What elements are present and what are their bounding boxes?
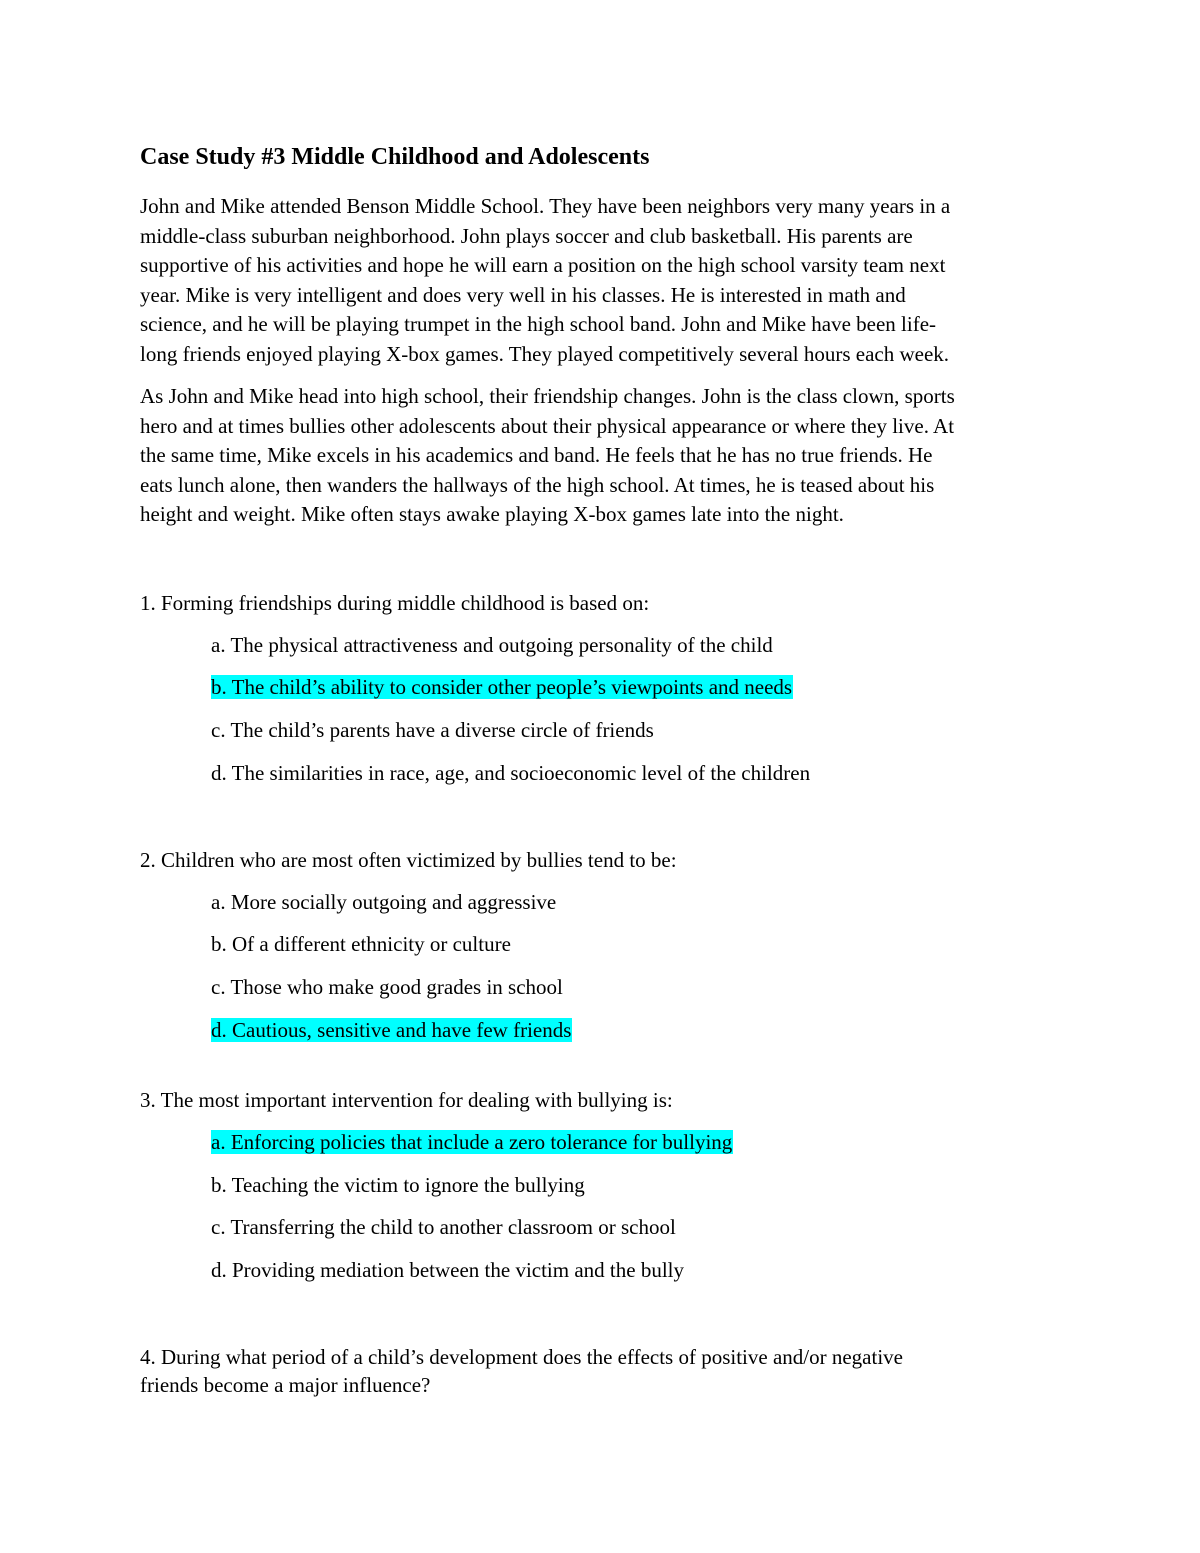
- question-2-option-c: [211, 973, 563, 1001]
- question-1-option-b: [211, 673, 793, 701]
- paragraph-line: eats lunch alone, then wanders the hallways of the high school. At times, he is teased about his: [140, 472, 935, 497]
- paragraph-line: hero and at times bullies other adolescents about their physical appearance or where they live. At: [140, 413, 955, 438]
- question-2-option-b: [211, 930, 511, 958]
- option-text: a. The physical attractiveness and outgoing personality of the child: [211, 633, 773, 657]
- question-3-option-a: [211, 1128, 733, 1156]
- option-text-highlighted: d. Cautious, sensitive and have few friends: [211, 1018, 572, 1042]
- option-text: c. Transferring the child to another classroom or school: [211, 1215, 676, 1239]
- paragraph-line: supportive of his activities and hope he will earn a position on the high school varsity team next: [140, 253, 946, 278]
- question-4-prompt: [140, 1343, 903, 1399]
- question-2-prompt: 2. Children who are most often victimized by bullies tend to be:: [140, 848, 677, 872]
- paragraph-line: John and Mike attended Benson Middle School. They have been neighbors very many years in a: [140, 194, 951, 218]
- paragraph-line: long friends enjoyed playing X-box games. They played competitively several hours each week.: [140, 341, 950, 366]
- paragraph-line: year. Mike is very intelligent and does very well in his classes. He is interested in math and: [140, 282, 906, 307]
- option-text: d. Providing mediation between the victim and the bully: [211, 1258, 684, 1282]
- document-title: Case Study #3 Middle Childhood and Adolescents: [140, 144, 650, 170]
- case-paragraph-2: [140, 382, 1060, 530]
- question-3-prompt: 3. The most important intervention for dealing with bullying is:: [140, 1088, 673, 1112]
- question-3-option-b: [211, 1171, 585, 1199]
- question-line: friends become a major influence?: [140, 1373, 431, 1397]
- question-1-option-a: [211, 631, 773, 659]
- question-1-prompt: 1. Forming friendships during middle childhood is based on:: [140, 591, 650, 615]
- paragraph-line: the same time, Mike excels in his academics and band. He feels that he has no true friends. He: [140, 443, 933, 468]
- question-3-option-d: [211, 1256, 684, 1284]
- paragraph-line: middle-class suburban neighborhood. John plays soccer and club basketball. His parents are: [140, 223, 913, 248]
- paragraph-line: science, and he will be playing trumpet in the high school band. John and Mike have been life-: [140, 312, 937, 337]
- option-text: c. The child’s parents have a diverse circle of friends: [211, 718, 654, 742]
- option-text: d. The similarities in race, age, and socioeconomic level of the children: [211, 761, 811, 785]
- option-text: b. Of a different ethnicity or culture: [211, 932, 511, 956]
- question-1-option-c: [211, 716, 654, 744]
- case-paragraph-1: [140, 192, 1060, 370]
- option-text-highlighted: a. Enforcing policies that include a zero tolerance for bullying: [211, 1130, 733, 1154]
- option-text: c. Those who make good grades in school: [211, 975, 563, 999]
- question-2-option-a: [211, 888, 556, 916]
- option-text: a. More socially outgoing and aggressive: [211, 890, 557, 914]
- question-1-option-d: [211, 759, 810, 787]
- question-line: 4. During what period of a child’s development does the effects of positive and/or negative: [140, 1345, 903, 1369]
- paragraph-line: height and weight. Mike often stays awake playing X-box games late into the night.: [140, 502, 844, 527]
- option-text: b. Teaching the victim to ignore the bullying: [211, 1173, 585, 1197]
- question-3-option-c: [211, 1213, 676, 1241]
- question-2-option-d: [211, 1016, 572, 1044]
- option-text-highlighted: b. The child’s ability to consider other people’s viewpoints and needs: [211, 675, 793, 699]
- paragraph-line: As John and Mike head into high school, their friendship changes. John is the class clown, sports: [140, 384, 955, 408]
